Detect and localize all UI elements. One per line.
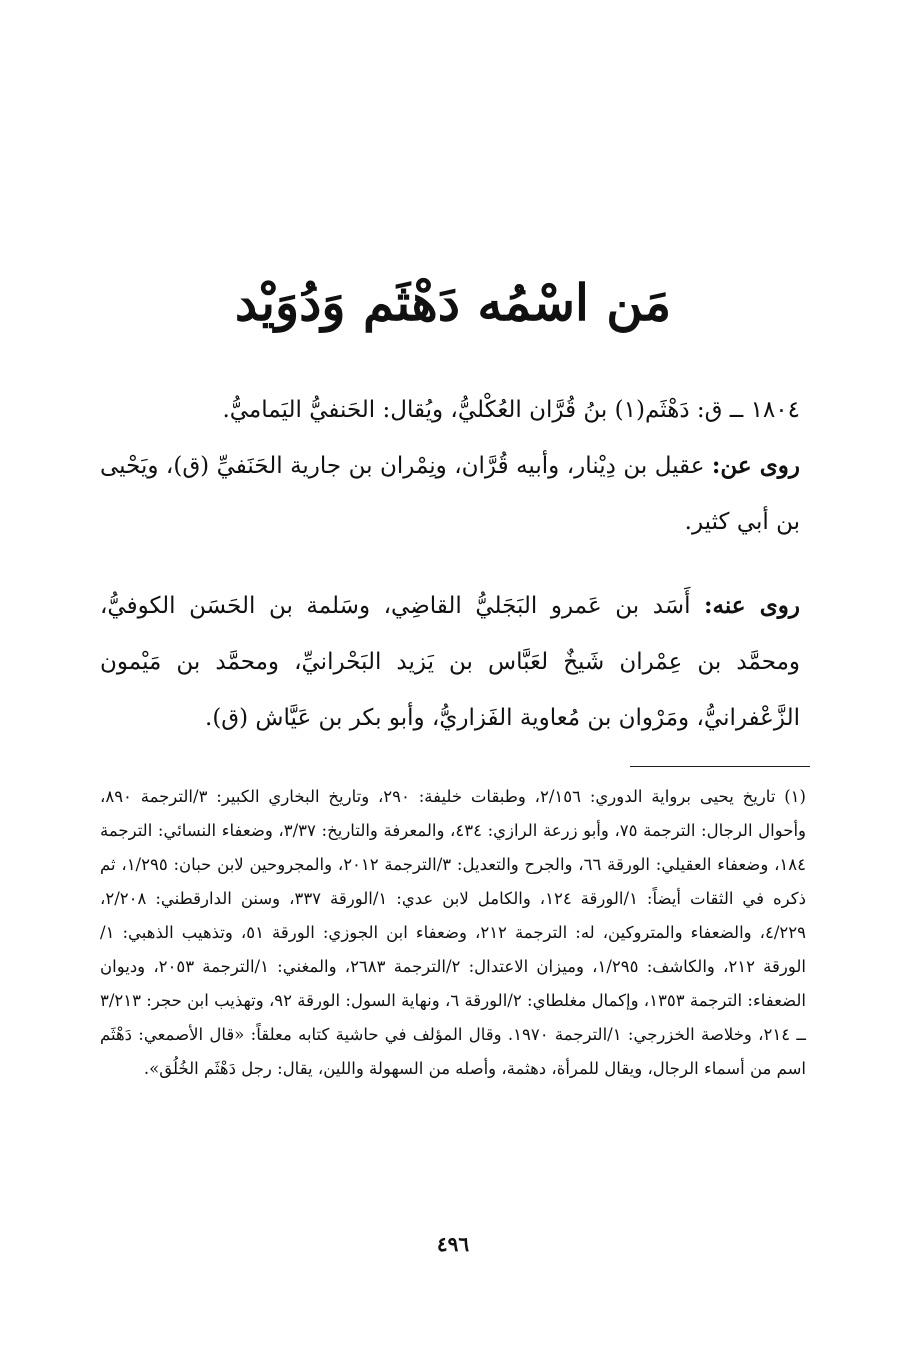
narrated-from-label: روى عن: — [711, 452, 800, 479]
narrated-by-text: أَسَد بن عَمرو البَجَليُّ القاضِي، وسَلمة بن الحَسَن الكوفيُّ، ومحمَّد بن عِمْران شَيخٌ لعَبَّاس بن يَزيد البَحْرانيِّ، ومحمَّد بن مَيْمون الزَّعْفرانيُّ، ومَرْوان بن مُعاوية الفَزاريُّ، وأبو بكر بن عَيَّاش (ق). — [100, 593, 800, 731]
footnote-text: (١) تاريخ يحيى برواية الدوري: ٢/١٥٦، وطبقات خليفة: ٢٩٠، وتاريخ البخاري الكبير: ٣/الترجمة ٨٩٠، وأحوال الرجال: الترجمة ٧٥، وأبو زرعة الرازي: ٤٣٤، والمعرفة والتاريخ: ٣/٣٧، وضعفاء النسائي: الترجمة ١٨٤، وضعفاء العقيلي: الورقة ٦٦، والجرح والتعديل: ٣/الترجمة ٢٠١٢، والمجروحين لابن حبان: ١/٢٩٥، ثم ذكره في الثقات أيضاً: ١/الورقة ١٢٤، والكامل لابن عدي: ١/الورقة ٣٣٧، وسنن الدارقطني: ٢/٢٠٨، ٤/٢٢٩، والضعفاء والمتروكين، له: الترجمة ٢١٢، وضعفاء ابن الجوزي: الورقة ٥١، وتذهيب الذهبي: ١/الورقة ٢١٢، والكاشف: ١/٢٩٥، وميزان الاعتدال: ٢/الترجمة ٢٦٨٣، والمغني: ١/الترجمة ٢٠٥٣، وديوان الضعفاء: الترجمة ١٣٥٣، وإكمال مغلطاي: ٢/الورقة ٦، ونهاية السول: الورقة ٩٢، وتهذيب ابن حجر: ٣/٢١٣ ــ ٢١٤، وخلاصة الخزرجي: ١/الترجمة ١٩٧٠. وقال المؤلف في حاشية كتابه معلقاً: «قال الأصمعي: دَهْثَم اسم من أسماء الرجال، ويقال للمرأة، دهثمة، وأصله من السهولة واللين، يقال: رجل دَهْثَم الخُلُق». — [100, 787, 807, 1078]
entry-header-block — [100, 382, 800, 550]
footnote-separator — [630, 766, 810, 767]
narrated-from-text: عقيل بن دِيْنار، وأبيه قُرَّان، ونِمْران بن جارية الحَنَفيِّ (ق)، ويَحْيى بن أبي كثير. — [100, 453, 800, 535]
narrated-by-block — [100, 578, 800, 746]
section-heading: مَن اسْمُه دَهْثَم وَدُوَيْد — [234, 273, 672, 332]
narrated-from-paragraph — [100, 438, 800, 550]
footnote — [100, 780, 806, 1086]
narrated-by-label: روى عنه: — [704, 592, 800, 619]
page-number: ٤٩٦ — [436, 1232, 470, 1256]
narrated-by-paragraph — [100, 578, 800, 746]
entry-title-line: ١٨٠٤ ــ ق: دَهْثَم(١) بنُ قُرَّان العُكْليُّ، ويُقال: الحَنفيُّ اليَماميُّ. — [222, 397, 800, 423]
